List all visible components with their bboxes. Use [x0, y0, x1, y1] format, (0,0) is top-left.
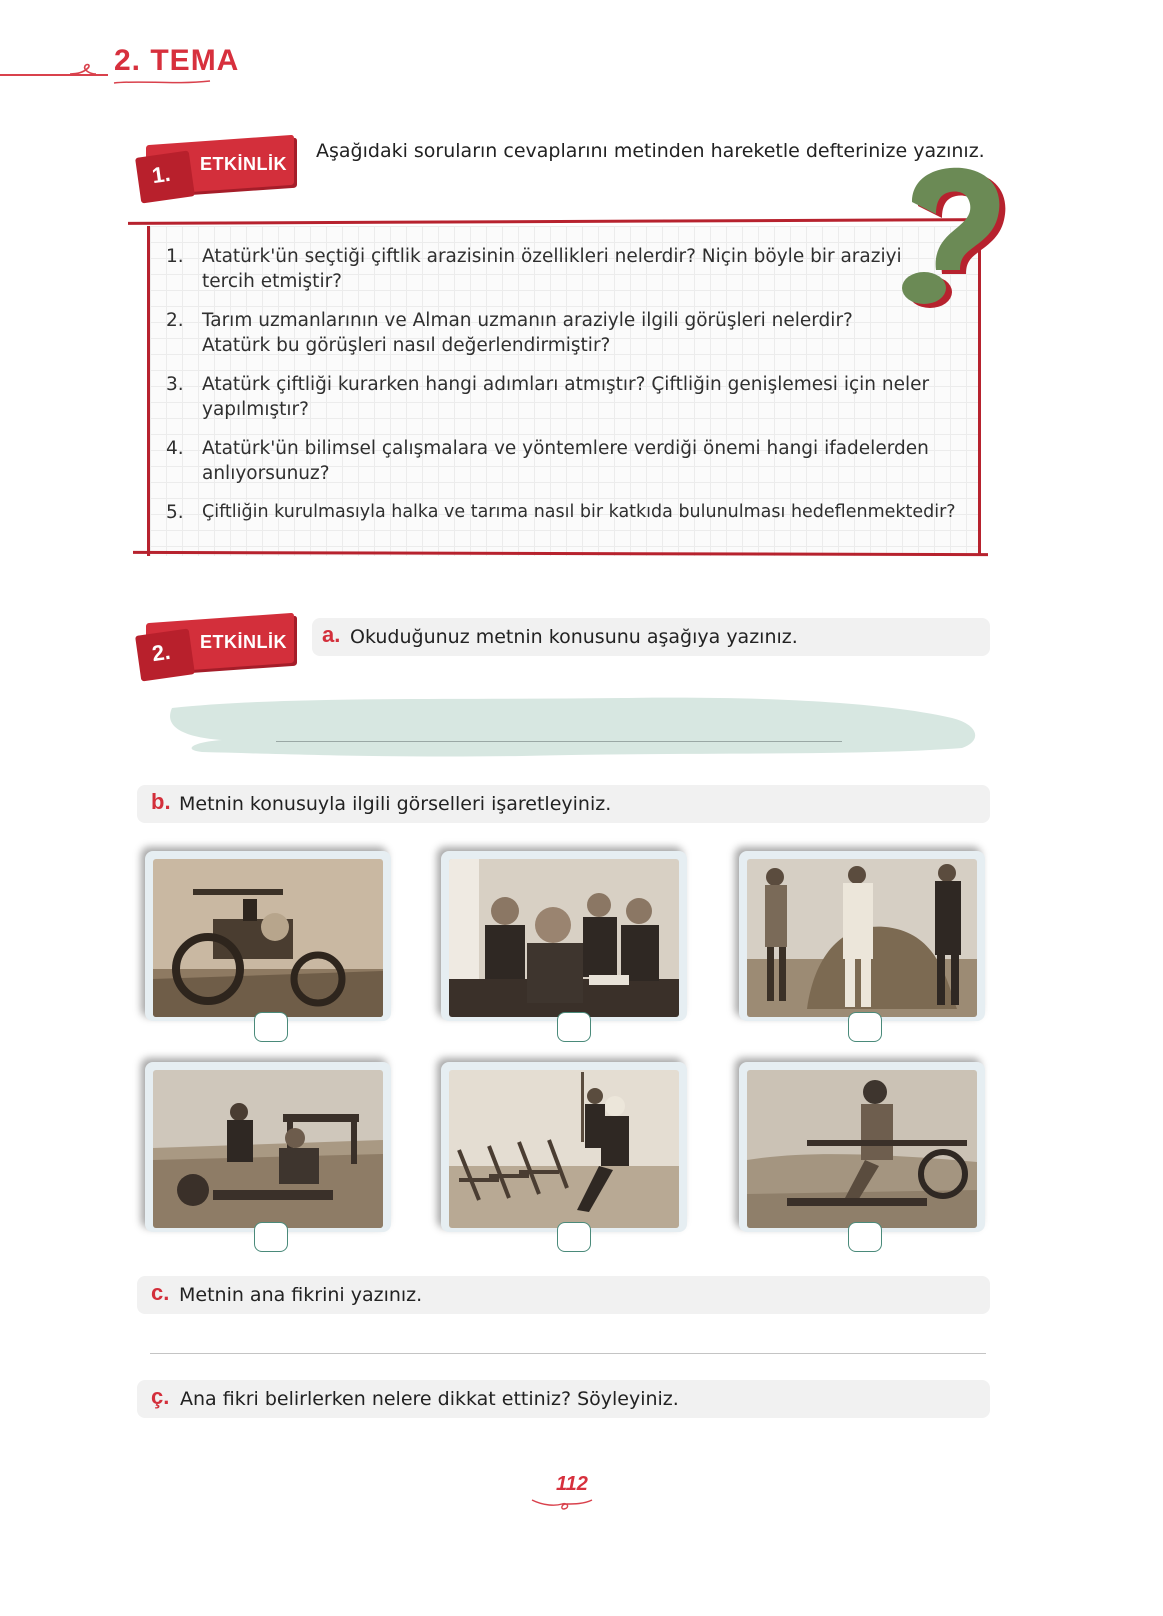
photo-2-checkbox[interactable]	[557, 1012, 591, 1042]
activity-2-badge	[138, 614, 298, 680]
question-item	[166, 500, 956, 525]
question-item	[166, 436, 956, 486]
activity-1-number: 1.	[150, 160, 172, 189]
photo-card	[441, 851, 687, 1021]
photo-men-by-haystack	[747, 859, 977, 1017]
section-b-text: Metnin konusuyla ilgili görselleri işaretleyiniz.	[179, 793, 612, 815]
photo-1-checkbox[interactable]	[254, 1012, 288, 1042]
photo-card	[739, 1062, 985, 1232]
section-c-bar	[137, 1276, 990, 1314]
activity-2-number: 2.	[150, 638, 172, 667]
section-a-answer-line[interactable]	[276, 741, 842, 742]
photo-card	[145, 1062, 391, 1232]
question-box-top-border	[128, 218, 988, 225]
section-b-letter: b.	[151, 789, 171, 814]
section-a-letter: a.	[322, 622, 341, 647]
section-c-text: Metnin ana fikrini yazınız.	[179, 1284, 423, 1306]
question-number: 1.	[166, 246, 184, 267]
section-cc-bar	[137, 1380, 990, 1418]
question-number: 3.	[166, 374, 184, 395]
section-cc-text: Ana fikri belirlerken nelere dikkat ettiniz? Söyleyiniz.	[180, 1388, 679, 1410]
question-item	[166, 372, 956, 422]
activity-1-badge	[138, 136, 298, 202]
activity-1-instruction: Aşağıdaki soruların cevaplarını metinden hareketle defterinize yazınız.	[316, 140, 985, 162]
question-list	[166, 244, 956, 539]
question-item	[166, 244, 956, 294]
photo-men-on-farm-machine	[153, 1070, 383, 1228]
photo-tractor-in-field	[153, 859, 383, 1017]
activity-2-label: ETKİNLİK	[200, 632, 287, 652]
question-text: Atatürk'ün seçtiği çiftlik arazisinin özellikleri nelerdir? Niçin böyle bir araziyi tercih etmiştir?	[202, 246, 902, 292]
theme-title: 2. TEMA	[114, 44, 240, 77]
section-a-text: Okuduğunuz metnin konusunu aşağıya yazınız.	[350, 626, 798, 648]
page-number-swirl-icon	[530, 1496, 594, 1512]
question-text: Atatürk'ün bilimsel çalışmalara ve yöntemlere verdiği önemi hangi ifadelerden anlıyorsunuz?	[202, 438, 929, 484]
question-number: 5.	[166, 502, 184, 523]
photo-6-checkbox[interactable]	[848, 1222, 882, 1252]
photo-card	[441, 1062, 687, 1232]
theme-underline	[112, 78, 212, 86]
answer-brush-background	[162, 694, 982, 760]
section-a-bar	[312, 618, 990, 656]
photo-3-checkbox[interactable]	[848, 1012, 882, 1042]
photo-man-on-reaper	[747, 1070, 977, 1228]
question-text: Çiftliğin kurulmasıyla halka ve tarıma nasıl bir katkıda bulunulması hedeflenmektedir?	[202, 502, 956, 522]
photo-4-checkbox[interactable]	[254, 1222, 288, 1252]
section-cc-letter: ç.	[151, 1384, 170, 1409]
header-swirl-icon	[70, 62, 96, 78]
photo-5-checkbox[interactable]	[557, 1222, 591, 1252]
section-b-bar	[137, 785, 990, 823]
section-c-letter: c.	[151, 1280, 170, 1305]
question-number: 4.	[166, 438, 184, 459]
photo-card	[145, 851, 391, 1021]
question-number: 2.	[166, 310, 184, 331]
activity-1-label: ETKİNLİK	[200, 154, 287, 174]
section-c-answer-line[interactable]	[150, 1353, 986, 1354]
photo-men-on-ship-deck	[449, 1070, 679, 1228]
page-number: 112	[556, 1473, 588, 1495]
question-text: Atatürk çiftliği kurarken hangi adımları atmıştır? Çiftliğin genişlemesi için neler yapılmıştır?	[202, 374, 930, 420]
question-item	[166, 308, 956, 358]
photo-card	[739, 851, 985, 1021]
question-text: Tarım uzmanlarının ve Alman uzmanın araziyle ilgili görüşleri nelerdir? Atatürk bu görüşleri nasıl değerlendirmiştir?	[202, 310, 853, 356]
photo-men-at-table	[449, 859, 679, 1017]
